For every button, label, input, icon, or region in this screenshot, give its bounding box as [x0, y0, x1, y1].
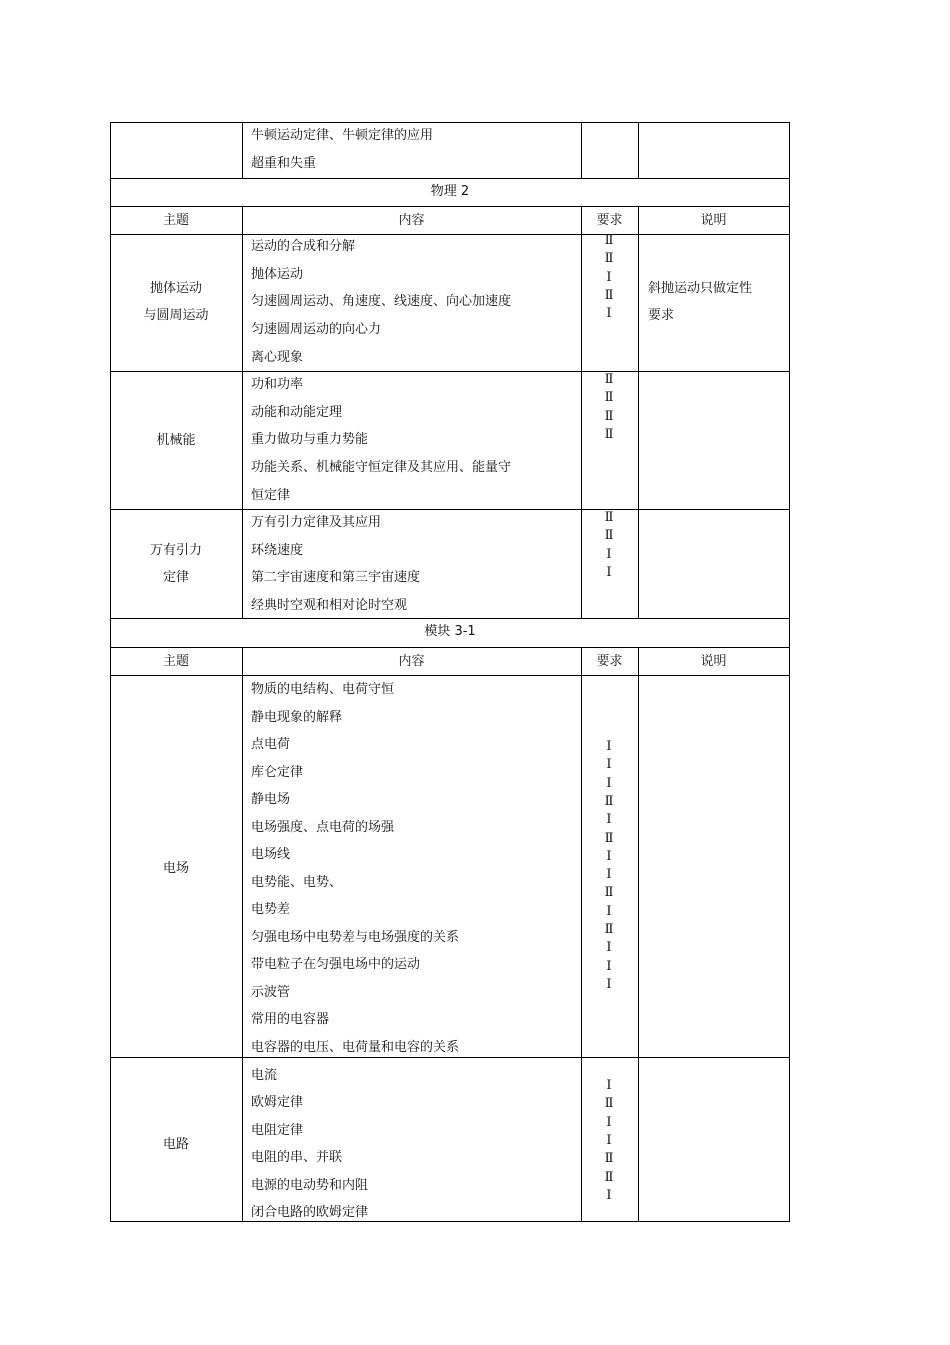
content-item: 库仑定律 — [251, 764, 304, 780]
table-rule — [110, 618, 790, 619]
requirement-level: Ⅱ — [604, 1169, 614, 1185]
requirement-level: Ⅱ — [604, 287, 614, 303]
content-item: 第二宇宙速度和第三宇宙速度 — [251, 570, 421, 586]
content-item: 超重和失重 — [251, 156, 317, 171]
content-item: 欧姆定律 — [251, 1095, 304, 1111]
requirement-level: Ⅱ — [604, 922, 614, 937]
requirement-level: Ⅱ — [604, 1151, 614, 1167]
table-rule — [110, 1221, 790, 1222]
column-header: 内容 — [398, 213, 425, 228]
topic-name: 万有引力 — [149, 543, 202, 558]
note-text: 斜抛运动只做定性 — [648, 281, 753, 296]
requirement-level: Ⅱ — [604, 233, 614, 248]
column-divider — [581, 206, 582, 618]
content-item: 离心现象 — [251, 349, 304, 365]
content-item: 静电场 — [251, 792, 291, 807]
column-divider — [638, 122, 639, 178]
requirement-level: Ⅰ — [606, 775, 612, 791]
content-item: 电容器的电压、电荷量和电容的关系 — [251, 1039, 460, 1055]
column-header: 说明 — [700, 654, 727, 669]
requirement-level: Ⅰ — [606, 306, 612, 322]
content-item: 闭合电路的欧姆定律 — [251, 1205, 369, 1220]
requirement-level: Ⅱ — [604, 426, 614, 442]
requirement-level: Ⅰ — [606, 848, 612, 864]
requirement-level: Ⅰ — [606, 546, 612, 562]
column-divider — [242, 206, 243, 618]
requirement-level: Ⅱ — [604, 510, 614, 525]
content-item: 电场强度、点电荷的场强 — [251, 819, 395, 835]
requirement-level: Ⅰ — [606, 903, 612, 919]
requirement-level: Ⅰ — [606, 269, 612, 285]
column-divider — [242, 122, 243, 178]
requirement-level: Ⅰ — [606, 739, 612, 754]
requirement-level: Ⅱ — [604, 885, 614, 901]
requirement-level: Ⅰ — [606, 867, 612, 883]
topic-name: 电路 — [162, 1137, 189, 1152]
table-rule — [110, 234, 790, 235]
topic-name: 定律 — [162, 570, 189, 585]
section-title: 模块 3-1 — [424, 624, 476, 639]
section-title: 物理 2 — [430, 184, 470, 199]
column-divider — [638, 206, 639, 618]
content-item: 静电现象的解释 — [251, 709, 343, 725]
content-item: 功能关系、机械能守恒定律及其应用、能量守 — [251, 460, 512, 476]
content-item: 运动的合成和分解 — [251, 239, 356, 254]
table-rule — [110, 122, 790, 123]
column-header: 说明 — [700, 213, 727, 228]
content-item: 经典时空观和相对论时空观 — [251, 598, 408, 614]
content-item: 电势能、电势、 — [251, 874, 343, 890]
requirement-level: Ⅰ — [606, 812, 612, 828]
requirement-level: Ⅰ — [606, 1132, 612, 1148]
topic-name: 电场 — [162, 861, 189, 876]
table-rule — [110, 371, 790, 372]
content-item: 抛体运动 — [251, 266, 304, 282]
requirement-level: Ⅱ — [604, 1096, 614, 1112]
table-rule — [110, 178, 790, 179]
content-item: 电流 — [251, 1068, 278, 1083]
column-header: 主题 — [162, 654, 189, 669]
table-rule — [110, 206, 790, 207]
requirement-level: Ⅰ — [606, 1187, 612, 1203]
requirement-level: Ⅰ — [606, 976, 612, 992]
content-item: 环绕速度 — [251, 542, 304, 558]
table-border-right — [789, 122, 790, 1222]
note-text: 要求 — [648, 308, 675, 323]
content-item: 匀速圆周运动的向心力 — [251, 322, 382, 338]
content-item: 电阻的串、并联 — [251, 1150, 343, 1166]
topic-name: 抛体运动 — [149, 281, 202, 296]
requirement-level: Ⅱ — [604, 251, 614, 267]
content-item: 电源的电动势和内阻 — [251, 1177, 369, 1193]
content-item: 电势差 — [251, 902, 291, 917]
requirement-level: Ⅱ — [604, 408, 614, 424]
content-item: 带电粒子在匀强电场中的运动 — [251, 957, 421, 972]
table-rule — [110, 509, 790, 510]
column-header: 要求 — [596, 213, 623, 228]
table-rule — [110, 675, 790, 676]
content-item: 重力做功与重力势能 — [251, 432, 369, 448]
topic-name: 与圆周运动 — [143, 308, 209, 323]
content-item: 功和功率 — [251, 377, 304, 392]
topic-name: 机械能 — [156, 433, 196, 448]
requirement-level: Ⅱ — [604, 372, 614, 387]
requirement-level: Ⅰ — [606, 940, 612, 956]
column-header: 内容 — [398, 654, 425, 669]
content-item: 动能和动能定理 — [251, 404, 343, 420]
column-divider — [581, 647, 582, 1221]
requirement-level: Ⅱ — [604, 830, 614, 846]
requirement-level: Ⅰ — [606, 1078, 612, 1093]
requirement-level: Ⅱ — [604, 528, 614, 544]
content-item: 点电荷 — [251, 737, 291, 752]
requirement-level: Ⅱ — [604, 390, 614, 406]
content-item: 匀强电场中电势差与电场强度的关系 — [251, 929, 460, 945]
content-item: 万有引力定律及其应用 — [251, 515, 382, 530]
content-item: 物质的电结构、电荷守恒 — [251, 682, 395, 697]
requirement-level: Ⅰ — [606, 757, 612, 773]
column-divider — [581, 122, 582, 178]
content-item: 示波管 — [251, 984, 291, 1000]
content-item: 常用的电容器 — [251, 1012, 330, 1027]
requirement-level: Ⅰ — [606, 958, 612, 974]
requirement-level: Ⅰ — [606, 1114, 612, 1130]
content-item: 匀速圆周运动、角速度、线速度、向心加速度 — [251, 294, 512, 310]
table-rule — [110, 647, 790, 648]
content-item: 牛顿运动定律、牛顿定律的应用 — [251, 128, 434, 143]
content-item: 恒定律 — [251, 487, 291, 503]
requirement-level: Ⅰ — [606, 564, 612, 580]
content-item: 电场线 — [251, 847, 291, 862]
column-header: 要求 — [596, 654, 623, 669]
column-divider — [242, 647, 243, 1221]
table-rule — [110, 1057, 790, 1058]
column-divider — [638, 647, 639, 1221]
content-item: 电阻定律 — [251, 1122, 304, 1138]
requirement-level: Ⅱ — [604, 793, 614, 809]
column-header: 主题 — [162, 213, 189, 228]
